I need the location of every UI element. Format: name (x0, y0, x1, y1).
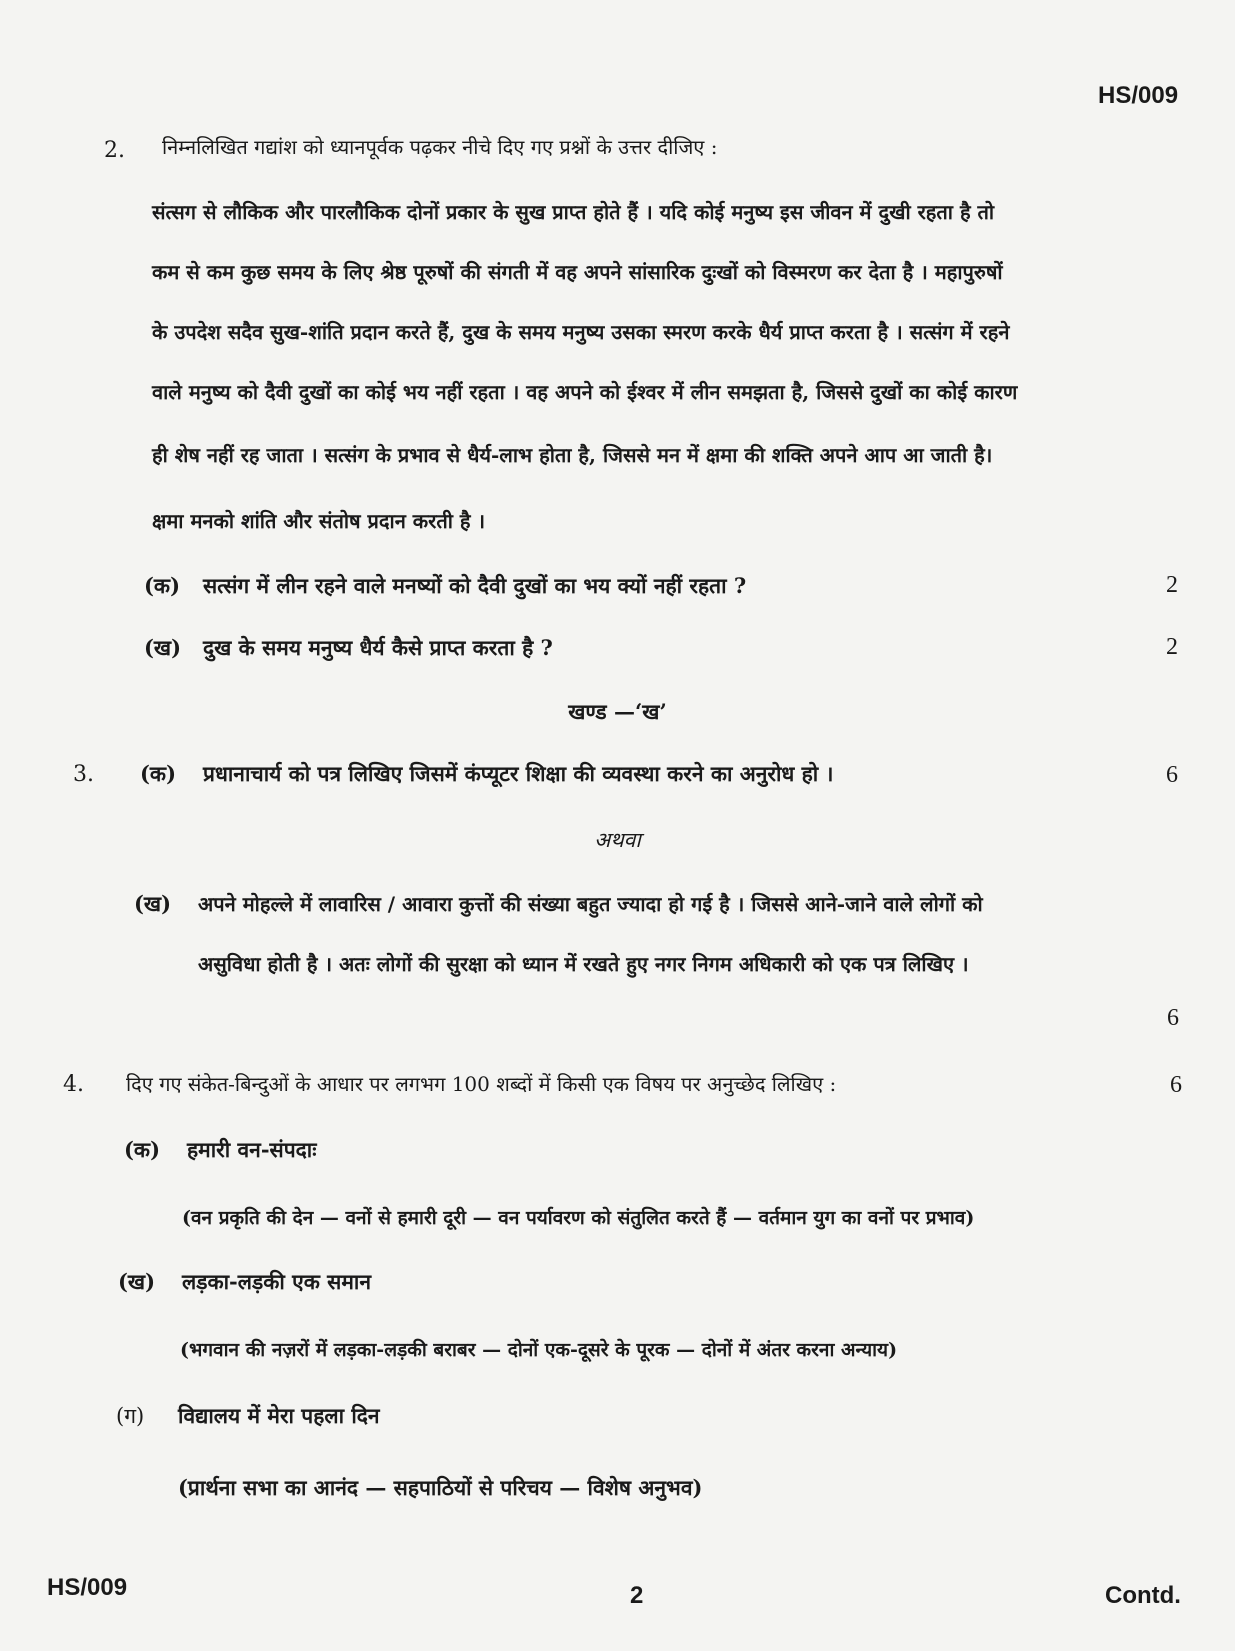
question-3b-marks: 6 (1167, 1005, 1179, 1031)
question-2b-marks: 2 (1166, 634, 1178, 660)
question-2a-label: (क) (144, 573, 180, 598)
question-2a-marks: 2 (1166, 572, 1178, 598)
question-2b-label: (ख) (144, 635, 182, 660)
passage-line: क्षमा मनको शांति और संतोष प्रदान करती है । (152, 509, 486, 533)
question-3-number: 3. (73, 762, 94, 787)
question-2-instruction: निम्नलिखित गद्यांश को ध्यानपूर्वक पढ़कर नीचे दिए गए प्रश्नों के उत्तर दीजिए : (162, 135, 718, 159)
footer-paper-code: HS/009 (47, 1574, 128, 1601)
or-divider: अथवा (594, 828, 641, 852)
question-4-marks: 6 (1170, 1072, 1182, 1098)
topic-a-title: हमारी वन-संपदाः (187, 1137, 317, 1162)
passage-line: ही शेष नहीं रह जाता । सत्संग के प्रभाव से धैर्य-लाभ होता है, जिससे मन में क्षमा की शक्ति अपने आप आ जाती है। (152, 443, 993, 467)
footer-continued: Contd. (1105, 1582, 1181, 1609)
topic-c-title: विद्यालय में मेरा पहला दिन (178, 1403, 380, 1428)
passage-line: कम से कम कुछ समय के लिए श्रेष्ठ पूरुषों की संगती में वह अपने सांसारिक दुःखों को विस्मरण कर देता है । महापुरुषों (152, 260, 1003, 284)
topic-c-label: (ग) (116, 1404, 145, 1428)
question-4-instruction: दिए गए संकेत-बिन्दुओं के आधार पर लगभग 100 शब्दों में किसी एक विषय पर अनुच्छेद लिखिए : (126, 1072, 837, 1096)
topic-b-title: लड़का-लड़की एक समान (182, 1269, 372, 1294)
question-3b-line-1: अपने मोहल्ले में लावारिस / आवारा कुत्तों की संख्या बहुत ज्यादा हो गई है । जिससे आने-जाने वाले लोगों को (198, 892, 983, 916)
topic-a-label: (क) (124, 1137, 160, 1162)
question-2-number: 2. (104, 138, 125, 163)
passage-line: के उपदेश सदैव सुख-शांति प्रदान करते हैं, दुख के समय मनुष्य उसका स्मरण करके धैर्य प्राप्त करता है । सत्संग में रहने (152, 320, 1010, 344)
topic-c-hints: (प्रार्थना सभा का आनंद — सहपाठियों से परिचय — विशेष अनुभव) (178, 1475, 703, 1500)
question-2a-text: सत्संग में लीन रहने वाले मनष्यों को दैवी दुखों का भय क्यों नहीं रहता ? (203, 573, 747, 598)
topic-b-label: (ख) (118, 1269, 156, 1294)
section-b-title: खण्ड —‘ख’ (568, 699, 667, 724)
question-3a-text: प्रधानाचार्य को पत्र लिखिए जिसमें कंप्यूटर शिक्षा की व्यवस्था करने का अनुरोध हो । (203, 761, 834, 786)
question-3b-line-2: असुविधा होती है । अतः लोगों की सुरक्षा को ध्यान में रखते हुए नगर निगम अधिकारी को एक पत्र लिखिए । (198, 952, 969, 976)
header-paper-code: HS/009 (1098, 82, 1179, 109)
footer-page-number: 2 (630, 1582, 644, 1609)
question-3b-label: (ख) (134, 891, 172, 916)
passage-line: संत्सग से लौकिक और पारलौकिक दोनों प्रकार के सुख प्राप्त होते हैं । यदि कोई मनुष्य इस जीवन में दुखी रहता है तो (152, 200, 995, 224)
question-2b-text: दुख के समय मनुष्य धैर्य कैसे प्राप्त करता है ? (203, 635, 553, 660)
question-3a-label: (क) (140, 761, 176, 786)
question-3a-marks: 6 (1166, 762, 1178, 788)
topic-b-hints: (भगवान की नज़रों में लड़का-लड़की बराबर — दोनों एक-दूसरे के पूरक — दोनों में अंतर करना अन्याय) (180, 1339, 898, 1361)
passage-line: वाले मनुष्य को दैवी दुखों का कोई भय नहीं रहता । वह अपने को ईश्वर में लीन समझता है, जिससे दुखों का कोई कारण (152, 380, 1018, 404)
topic-a-hints: (वन प्रकृति की देन — वनों से हमारी दूरी — वन पर्यावरण को संतुलित करते हैं — वर्तमान युग का वनों पर प्रभाव) (182, 1207, 975, 1229)
question-4-number: 4. (63, 1072, 84, 1097)
